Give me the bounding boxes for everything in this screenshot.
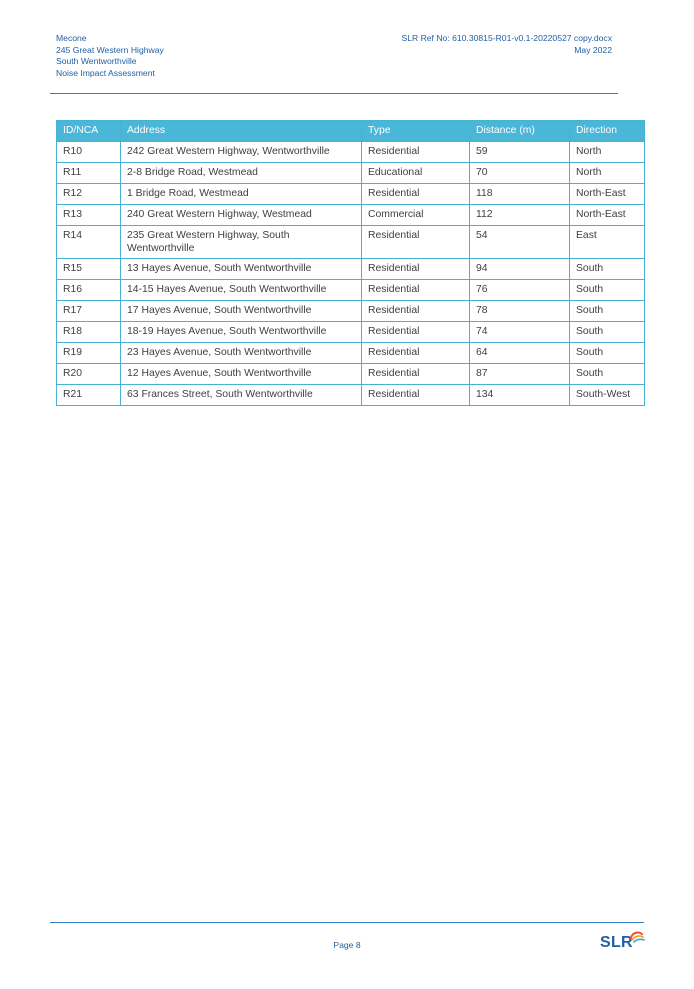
table-row: [57, 163, 645, 184]
cell-direction: South-West: [570, 385, 645, 406]
cell-address: 18-19 Hayes Avenue, South Wentworthville: [121, 322, 362, 343]
cell-id: R10: [57, 142, 121, 163]
cell-type: Residential: [362, 259, 470, 280]
receiver-table: [56, 120, 645, 406]
header-right: [401, 33, 612, 56]
table-row: [57, 142, 645, 163]
cell-direction: South: [570, 322, 645, 343]
cell-distance: 54: [470, 226, 570, 259]
cell-address: 240 Great Western Highway, Westmead: [121, 205, 362, 226]
cell-address: 2-8 Bridge Road, Westmead: [121, 163, 362, 184]
cell-address: 12 Hayes Avenue, South Wentworthville: [121, 364, 362, 385]
cell-id: R13: [57, 205, 121, 226]
cell-address: 17 Hayes Avenue, South Wentworthville: [121, 301, 362, 322]
table-row: [57, 259, 645, 280]
table-row: [57, 184, 645, 205]
cell-distance: 76: [470, 280, 570, 301]
table-row: [57, 226, 645, 259]
cell-id: R12: [57, 184, 121, 205]
cell-id: R14: [57, 226, 121, 259]
cell-address: 14-15 Hayes Avenue, South Wentworthville: [121, 280, 362, 301]
cell-address: 13 Hayes Avenue, South Wentworthville: [121, 259, 362, 280]
logo-text: SLR: [600, 934, 633, 951]
cell-direction: South: [570, 301, 645, 322]
footer-divider: [50, 922, 644, 923]
cell-direction: East: [570, 226, 645, 259]
table-row: [57, 322, 645, 343]
page-number: Page 8: [333, 940, 361, 950]
table-row: [57, 301, 645, 322]
cell-address: 235 Great Western Highway, South Wentworthville: [121, 226, 362, 259]
table-row: [57, 343, 645, 364]
cell-distance: 118: [470, 184, 570, 205]
cell-distance: 70: [470, 163, 570, 184]
cell-direction: South: [570, 259, 645, 280]
cell-direction: South: [570, 364, 645, 385]
cell-type: Residential: [362, 142, 470, 163]
header-report-title: Noise Impact Assessment: [56, 67, 155, 78]
cell-address: 23 Hayes Avenue, South Wentworthville: [121, 343, 362, 364]
cell-id: R15: [57, 259, 121, 280]
table-row: [57, 385, 645, 406]
col-id-header: ID/NCA: [57, 121, 121, 142]
header-date: May 2022: [574, 44, 612, 55]
col-address-header: Address: [121, 121, 362, 142]
cell-distance: 74: [470, 322, 570, 343]
cell-type: Residential: [362, 364, 470, 385]
cell-type: Residential: [362, 226, 470, 259]
cell-distance: 59: [470, 142, 570, 163]
cell-id: R19: [57, 343, 121, 364]
cell-address: 63 Frances Street, South Wentworthville: [121, 385, 362, 406]
cell-direction: South: [570, 343, 645, 364]
header-ref: SLR Ref No: 610.30815-R01-v0.1-20220527 copy.docx: [401, 33, 612, 43]
cell-type: Educational: [362, 163, 470, 184]
cell-distance: 112: [470, 205, 570, 226]
table-row: [57, 205, 645, 226]
cell-type: Residential: [362, 280, 470, 301]
cell-distance: 78: [470, 301, 570, 322]
cell-direction: South: [570, 280, 645, 301]
header-suburb: South Wentworthville: [56, 56, 137, 67]
cell-type: Commercial: [362, 205, 470, 226]
cell-type: Residential: [362, 385, 470, 406]
header-left: [56, 33, 164, 79]
cell-direction: North-East: [570, 184, 645, 205]
cell-address: 242 Great Western Highway, Wentworthville: [121, 142, 362, 163]
cell-type: Residential: [362, 184, 470, 205]
cell-distance: 94: [470, 259, 570, 280]
cell-id: R17: [57, 301, 121, 322]
header-company: Mecone: [56, 33, 87, 43]
slr-logo: [600, 930, 646, 954]
col-distance-header: Distance (m): [470, 121, 570, 142]
slr-swirl-icon: [629, 930, 645, 944]
header-address: 245 Great Western Highway: [56, 44, 164, 55]
table-row: [57, 280, 645, 301]
cell-direction: North: [570, 142, 645, 163]
cell-id: R21: [57, 385, 121, 406]
table-row: [57, 364, 645, 385]
header-divider: [50, 93, 618, 94]
cell-direction: North: [570, 163, 645, 184]
cell-type: Residential: [362, 343, 470, 364]
cell-id: R20: [57, 364, 121, 385]
col-direction-header: Direction: [570, 121, 645, 142]
cell-distance: 87: [470, 364, 570, 385]
cell-type: Residential: [362, 322, 470, 343]
cell-distance: 64: [470, 343, 570, 364]
cell-id: R11: [57, 163, 121, 184]
cell-direction: North-East: [570, 205, 645, 226]
cell-distance: 134: [470, 385, 570, 406]
cell-address: 1 Bridge Road, Westmead: [121, 184, 362, 205]
table-header-row: [57, 121, 645, 142]
cell-id: R16: [57, 280, 121, 301]
cell-id: R18: [57, 322, 121, 343]
col-type-header: Type: [362, 121, 470, 142]
cell-type: Residential: [362, 301, 470, 322]
